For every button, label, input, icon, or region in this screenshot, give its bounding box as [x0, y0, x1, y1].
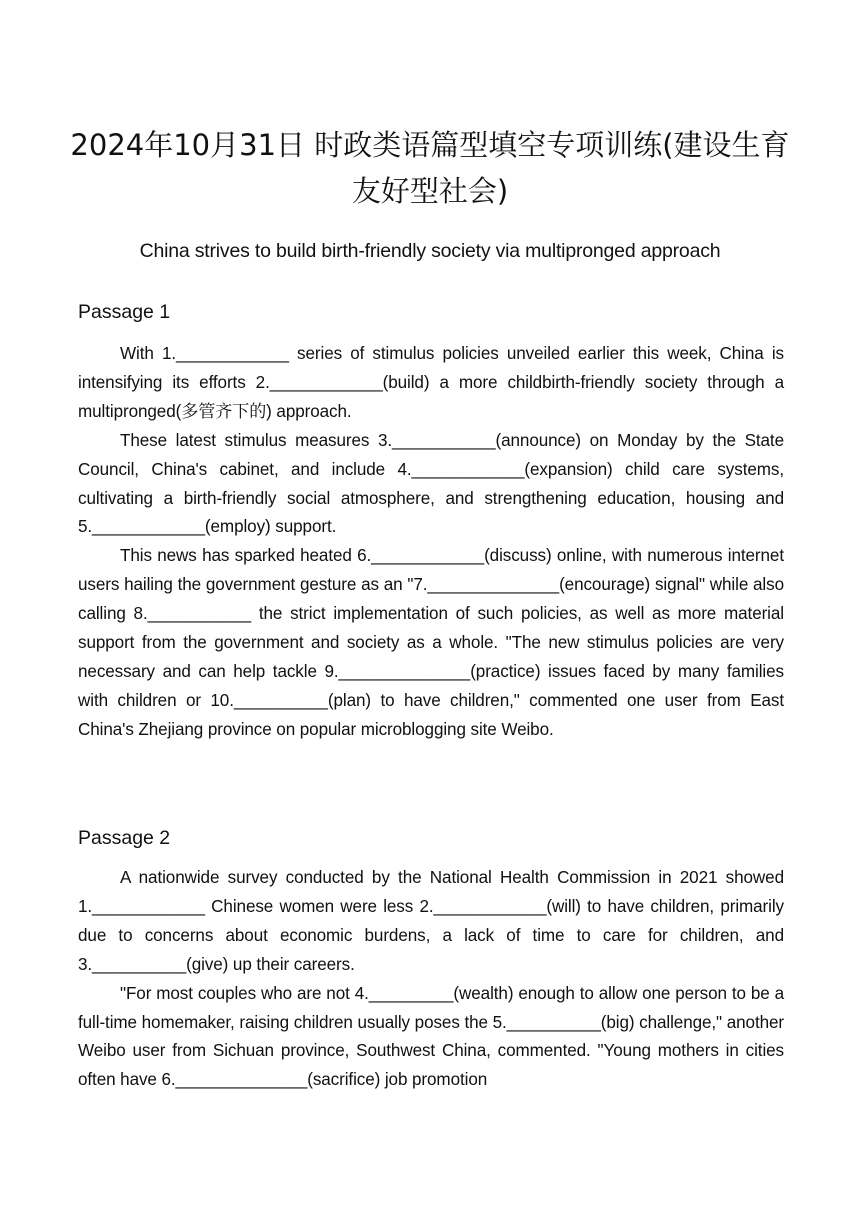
paragraph: This news has sparked heated 6.____________(discuss) online, with numerous internet users hailing the government gesture as an "7.______________(encourage) signal" while also calling 8.___________ the strict implementation of such policies, as well as more material support from the government and society as a whole. "The new stimulus policies are very necessary and can help tackle 9.______________(practice) issues faced by many families with children or 10.__________(plan) to have children," commented one user from East China's Zhejiang province on popular microblogging site Weibo.: [78, 546, 784, 739]
paragraph: A nationwide survey conducted by the National Health Commission in 2021 showed 1.____________ Chinese women were less 2.____________(will) to have children, primarily due to concerns about economic burdens, a lack of time to care for children, and 3.__________(give) up their careers.: [78, 868, 784, 974]
passage-1-body: [78, 340, 784, 745]
passage-2-heading: Passage 2: [78, 827, 171, 849]
page-title: 2024年10月31日 时政类语篇型填空专项训练(建设生育友好型社会): [70, 128, 790, 208]
paragraph: These latest stimulus measures 3.___________(announce) on Monday by the State Council, China's cabinet, and include 4.____________(expansion) child care systems, cultivating a birth-friendly social atmosphere, and strengthening education, housing and 5.____________(employ) support.: [78, 430, 784, 537]
article-subtitle: China strives to build birth-friendly society via multipronged approach: [139, 240, 721, 262]
passage-1-heading: Passage 1: [78, 301, 171, 323]
paragraph: "For most couples who are not 4._________(wealth) enough to allow one person to be a full-time homemaker, raising children usually poses the 5.__________(big) challenge," another Weibo user from Sichuan province, Southwest China, commented. "Young mothers in cities often have 6.______________(sacrifice) job promotion: [78, 983, 784, 1090]
passage-2-body: [78, 864, 784, 1095]
paragraph: With 1.____________ series of stimulus policies unveiled earlier this week, China is intensifying its efforts 2.____________(build) a more childbirth-friendly society through a multipronged(多管齐下的) approach.: [78, 344, 784, 421]
